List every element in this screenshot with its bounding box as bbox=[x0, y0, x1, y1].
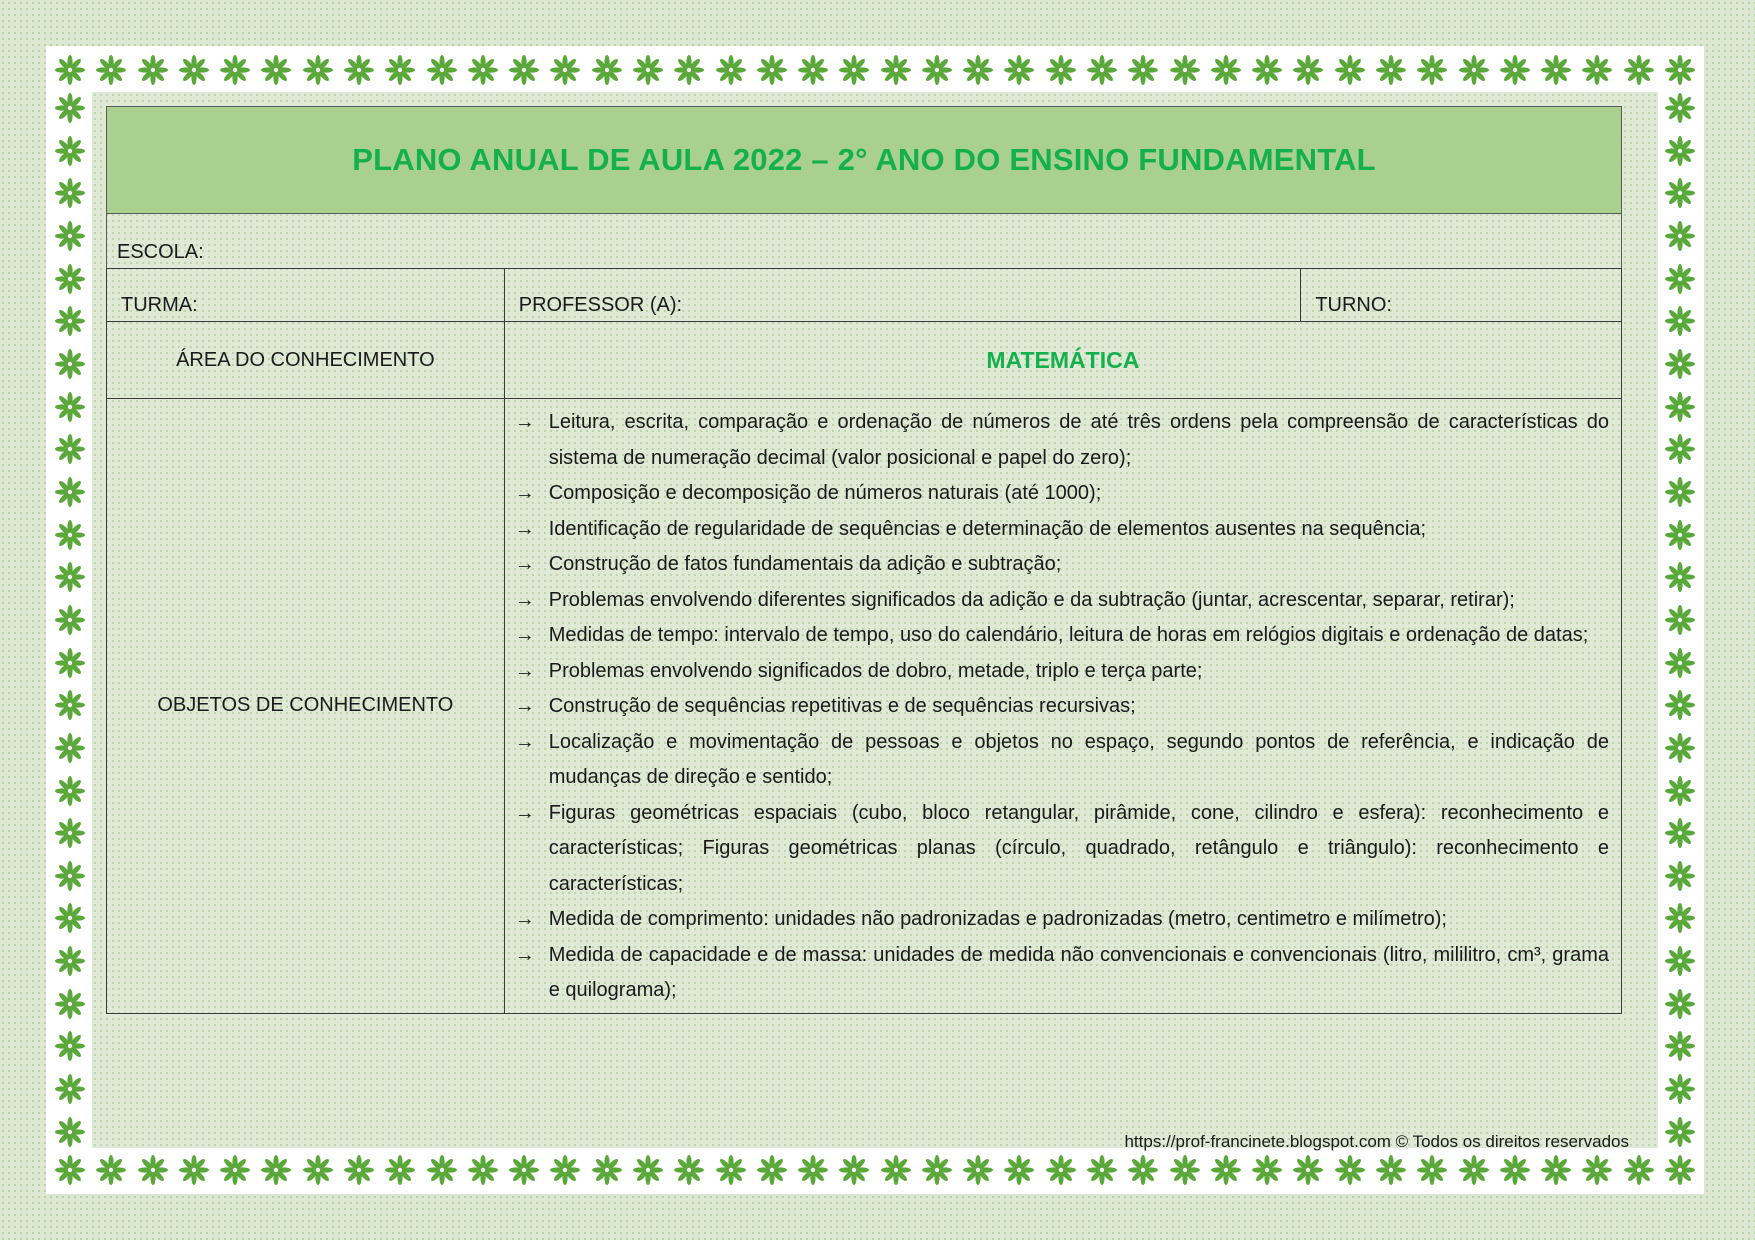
arrow-icon: → bbox=[514, 943, 535, 966]
list-item bbox=[515, 512, 1609, 548]
green-star-flower-icon bbox=[54, 732, 86, 764]
green-star-flower-icon bbox=[673, 1154, 705, 1186]
border-bottom bbox=[46, 1148, 1704, 1192]
green-star-flower-icon bbox=[1664, 92, 1696, 124]
green-star-flower-icon bbox=[1664, 220, 1696, 252]
lesson-plan-document bbox=[106, 106, 1622, 1088]
area-label-cell bbox=[107, 322, 505, 399]
green-star-flower-icon bbox=[1416, 1154, 1448, 1186]
list-item bbox=[515, 902, 1609, 938]
green-star-flower-icon bbox=[1664, 1154, 1696, 1186]
green-star-flower-icon bbox=[54, 263, 86, 295]
green-star-flower-icon bbox=[549, 54, 581, 86]
green-star-flower-icon bbox=[673, 54, 705, 86]
list-item bbox=[515, 476, 1609, 512]
green-star-flower-icon bbox=[1540, 54, 1572, 86]
green-star-flower-icon bbox=[1334, 1154, 1366, 1186]
arrow-icon: → bbox=[514, 482, 535, 504]
green-star-flower-icon bbox=[1375, 1154, 1407, 1186]
green-star-flower-icon bbox=[1664, 135, 1696, 167]
green-star-flower-icon bbox=[921, 54, 953, 86]
green-star-flower-icon bbox=[1045, 54, 1077, 86]
green-star-flower-icon bbox=[54, 1030, 86, 1062]
green-star-flower-icon bbox=[962, 54, 994, 86]
green-star-flower-icon bbox=[54, 348, 86, 380]
green-star-flower-icon bbox=[1664, 348, 1696, 380]
green-star-flower-icon bbox=[260, 1154, 292, 1186]
list-item-text: Problemas envolvendo diferentes significados da adição e da subtração (juntar, acrescentar, separar, retirar); bbox=[548, 588, 1515, 611]
green-star-flower-icon bbox=[54, 945, 86, 977]
turma-label: TURMA: bbox=[121, 294, 198, 316]
list-item bbox=[515, 405, 1609, 476]
green-star-flower-icon bbox=[1251, 54, 1283, 86]
green-star-flower-icon bbox=[54, 476, 86, 508]
green-star-flower-icon bbox=[219, 54, 251, 86]
green-star-flower-icon bbox=[1664, 860, 1696, 892]
green-star-flower-icon bbox=[54, 1154, 86, 1186]
green-star-flower-icon bbox=[1664, 647, 1696, 679]
info-row bbox=[107, 269, 1622, 322]
green-star-flower-icon bbox=[54, 1116, 86, 1148]
green-star-flower-icon bbox=[1664, 604, 1696, 636]
green-star-flower-icon bbox=[756, 54, 788, 86]
green-star-flower-icon bbox=[95, 54, 127, 86]
arrow-icon: → bbox=[514, 695, 535, 717]
border-left bbox=[48, 92, 92, 1148]
green-star-flower-icon bbox=[1664, 54, 1696, 86]
green-star-flower-icon bbox=[508, 1154, 540, 1186]
area-value-cell bbox=[504, 322, 1621, 399]
green-star-flower-icon bbox=[1210, 1154, 1242, 1186]
arrow-icon: → bbox=[514, 624, 535, 646]
green-star-flower-icon bbox=[467, 1154, 499, 1186]
green-star-flower-icon bbox=[54, 647, 86, 679]
green-star-flower-icon bbox=[54, 391, 86, 423]
green-star-flower-icon bbox=[1458, 54, 1490, 86]
green-star-flower-icon bbox=[715, 1154, 747, 1186]
green-star-flower-icon bbox=[1169, 1154, 1201, 1186]
green-star-flower-icon bbox=[1664, 775, 1696, 807]
green-star-flower-icon bbox=[384, 1154, 416, 1186]
list-item bbox=[515, 654, 1609, 690]
page-title: PLANO ANUAL DE AULA 2022 – 2° ANO DO ENSINO FUNDAMENTAL bbox=[352, 142, 1376, 177]
list-item-text: Construção de sequências repetitivas e de sequências recursivas; bbox=[548, 695, 1136, 717]
green-star-flower-icon bbox=[54, 92, 86, 124]
green-star-flower-icon bbox=[1499, 54, 1531, 86]
green-star-flower-icon bbox=[591, 1154, 623, 1186]
green-star-flower-icon bbox=[1623, 54, 1655, 86]
green-star-flower-icon bbox=[302, 54, 334, 86]
green-star-flower-icon bbox=[756, 1154, 788, 1186]
green-star-flower-icon bbox=[54, 689, 86, 721]
green-star-flower-icon bbox=[54, 1073, 86, 1105]
list-item-text: Medidas de tempo: intervalo de tempo, uso do calendário, leitura de horas em relógios digitais e ordenação de datas; bbox=[548, 624, 1589, 646]
area-value: MATEMÁTICA bbox=[986, 346, 1140, 373]
green-star-flower-icon bbox=[1664, 561, 1696, 593]
green-star-flower-icon bbox=[137, 1154, 169, 1186]
escola-row bbox=[106, 214, 1622, 268]
green-star-flower-icon bbox=[54, 604, 86, 636]
arrow-icon: → bbox=[514, 411, 535, 433]
professor-label: PROFESSOR (A): bbox=[518, 294, 683, 316]
green-star-flower-icon bbox=[260, 54, 292, 86]
list-item-text: Problemas envolvendo significados de dobro, metade, triplo e terça parte; bbox=[548, 659, 1203, 682]
green-star-flower-icon bbox=[1664, 732, 1696, 764]
list-item bbox=[515, 618, 1609, 654]
list-item bbox=[515, 689, 1609, 725]
objetos-list bbox=[515, 405, 1609, 1009]
green-star-flower-icon bbox=[1086, 54, 1118, 86]
green-star-flower-icon bbox=[343, 54, 375, 86]
green-star-flower-icon bbox=[1581, 1154, 1613, 1186]
green-star-flower-icon bbox=[426, 54, 458, 86]
area-label: ÁREA DO CONHECIMENTO bbox=[176, 348, 435, 371]
green-star-flower-icon bbox=[54, 177, 86, 209]
green-star-flower-icon bbox=[1664, 945, 1696, 977]
objetos-list-cell bbox=[504, 399, 1621, 1014]
green-star-flower-icon bbox=[715, 54, 747, 86]
green-star-flower-icon bbox=[343, 1154, 375, 1186]
green-star-flower-icon bbox=[54, 902, 86, 934]
green-star-flower-icon bbox=[632, 1154, 664, 1186]
green-star-flower-icon bbox=[591, 54, 623, 86]
green-star-flower-icon bbox=[1292, 1154, 1324, 1186]
green-star-flower-icon bbox=[1664, 988, 1696, 1020]
border-top bbox=[46, 48, 1704, 92]
escola-label: ESCOLA: bbox=[117, 241, 204, 263]
list-item bbox=[515, 796, 1609, 903]
green-star-flower-icon bbox=[54, 433, 86, 465]
list-item-text: Figuras geométricas espaciais (cubo, bloco retangular, pirâmide, cone, cilindro e esfera): reconhecimento e características; Figuras geométricas planas (círculo, quadrado, retângulo e triângulo): reconhecimento e características; bbox=[548, 801, 1609, 895]
green-star-flower-icon bbox=[1127, 54, 1159, 86]
green-star-flower-icon bbox=[1540, 1154, 1572, 1186]
turno-label: TURNO: bbox=[1315, 294, 1392, 316]
green-star-flower-icon bbox=[797, 1154, 829, 1186]
green-star-flower-icon bbox=[1664, 1030, 1696, 1062]
green-star-flower-icon bbox=[1664, 177, 1696, 209]
arrow-icon: → bbox=[514, 730, 535, 753]
list-item bbox=[515, 583, 1609, 619]
green-star-flower-icon bbox=[54, 220, 86, 252]
list-item-text: Medida de capacidade e de massa: unidades de medida não convencionais e convencionais (litro, mililitro, cm³, grama e quilograma); bbox=[548, 943, 1609, 1001]
green-star-flower-icon bbox=[1251, 1154, 1283, 1186]
arrow-icon: → bbox=[514, 517, 535, 540]
arrow-icon: → bbox=[514, 908, 535, 930]
objetos-label: OBJETOS DE CONHECIMENTO bbox=[157, 694, 454, 717]
green-star-flower-icon bbox=[54, 988, 86, 1020]
list-item bbox=[515, 725, 1609, 796]
green-star-flower-icon bbox=[1664, 263, 1696, 295]
arrow-icon: → bbox=[514, 553, 535, 575]
green-star-flower-icon bbox=[1664, 305, 1696, 337]
green-star-flower-icon bbox=[1086, 1154, 1118, 1186]
green-star-flower-icon bbox=[54, 775, 86, 807]
area-row bbox=[107, 322, 1622, 399]
green-star-flower-icon bbox=[549, 1154, 581, 1186]
green-star-flower-icon bbox=[178, 54, 210, 86]
green-star-flower-icon bbox=[178, 1154, 210, 1186]
turma-cell bbox=[107, 269, 505, 322]
green-star-flower-icon bbox=[632, 54, 664, 86]
list-item bbox=[515, 547, 1609, 583]
green-star-flower-icon bbox=[1664, 689, 1696, 721]
border-right bbox=[1658, 92, 1702, 1148]
copyright-footer: https://prof-francinete.blogspot.com © Todos os direitos reservados bbox=[1124, 1132, 1629, 1151]
green-star-flower-icon bbox=[508, 54, 540, 86]
green-star-flower-icon bbox=[1664, 433, 1696, 465]
green-star-flower-icon bbox=[54, 305, 86, 337]
green-star-flower-icon bbox=[1664, 817, 1696, 849]
list-item-text: Localização e movimentação de pessoas e objetos no espaço, segundo pontos de referência, e indicação de mudanças de direção e sentido; bbox=[548, 730, 1609, 788]
green-star-flower-icon bbox=[838, 1154, 870, 1186]
green-star-flower-icon bbox=[1003, 1154, 1035, 1186]
green-star-flower-icon bbox=[1664, 1073, 1696, 1105]
green-star-flower-icon bbox=[1664, 902, 1696, 934]
plan-table bbox=[106, 268, 1622, 1014]
green-star-flower-icon bbox=[880, 1154, 912, 1186]
green-star-flower-icon bbox=[921, 1154, 953, 1186]
green-star-flower-icon bbox=[1664, 519, 1696, 551]
green-star-flower-icon bbox=[384, 54, 416, 86]
green-star-flower-icon bbox=[54, 561, 86, 593]
green-star-flower-icon bbox=[54, 860, 86, 892]
green-star-flower-icon bbox=[1458, 1154, 1490, 1186]
green-star-flower-icon bbox=[137, 54, 169, 86]
green-star-flower-icon bbox=[95, 1154, 127, 1186]
list-item bbox=[515, 938, 1609, 1009]
list-item-text: Composição e decomposição de números naturais (até 1000); bbox=[548, 482, 1102, 504]
list-item-text: Medida de comprimento: unidades não padronizadas e padronizadas (metro, centimetro e milímetro); bbox=[548, 908, 1447, 930]
green-star-flower-icon bbox=[1169, 54, 1201, 86]
objetos-row bbox=[107, 399, 1622, 1014]
list-item-text: Construção de fatos fundamentais da adição e subtração; bbox=[548, 553, 1062, 575]
green-star-flower-icon bbox=[880, 54, 912, 86]
green-star-flower-icon bbox=[54, 54, 86, 86]
green-star-flower-icon bbox=[1375, 54, 1407, 86]
green-star-flower-icon bbox=[1623, 1154, 1655, 1186]
green-star-flower-icon bbox=[54, 519, 86, 551]
green-star-flower-icon bbox=[467, 54, 499, 86]
green-star-flower-icon bbox=[1210, 54, 1242, 86]
green-star-flower-icon bbox=[1334, 54, 1366, 86]
green-star-flower-icon bbox=[1416, 54, 1448, 86]
green-star-flower-icon bbox=[54, 817, 86, 849]
list-item-text: Identificação de regularidade de sequências e determinação de elementos ausentes na sequência; bbox=[548, 517, 1426, 540]
green-star-flower-icon bbox=[1003, 54, 1035, 86]
green-star-flower-icon bbox=[54, 135, 86, 167]
arrow-icon: → bbox=[514, 801, 535, 824]
turno-cell bbox=[1301, 269, 1622, 322]
green-star-flower-icon bbox=[1581, 54, 1613, 86]
green-star-flower-icon bbox=[1127, 1154, 1159, 1186]
green-star-flower-icon bbox=[1045, 1154, 1077, 1186]
list-item-text: Leitura, escrita, comparação e ordenação de números de até três ordens pela compreensão de características do sistema de numeração decimal (valor posicional e papel do zero); bbox=[548, 411, 1609, 469]
green-star-flower-icon bbox=[426, 1154, 458, 1186]
green-star-flower-icon bbox=[962, 1154, 994, 1186]
green-star-flower-icon bbox=[1664, 1116, 1696, 1148]
green-star-flower-icon bbox=[1292, 54, 1324, 86]
title-banner bbox=[106, 106, 1622, 214]
green-star-flower-icon bbox=[1499, 1154, 1531, 1186]
green-star-flower-icon bbox=[1664, 391, 1696, 423]
arrow-icon: → bbox=[514, 588, 535, 611]
objetos-label-cell bbox=[107, 399, 505, 1014]
green-star-flower-icon bbox=[838, 54, 870, 86]
green-star-flower-icon bbox=[797, 54, 829, 86]
green-star-flower-icon bbox=[1664, 476, 1696, 508]
professor-cell bbox=[504, 269, 1301, 322]
green-star-flower-icon bbox=[302, 1154, 334, 1186]
green-star-flower-icon bbox=[219, 1154, 251, 1186]
arrow-icon: → bbox=[514, 659, 535, 682]
